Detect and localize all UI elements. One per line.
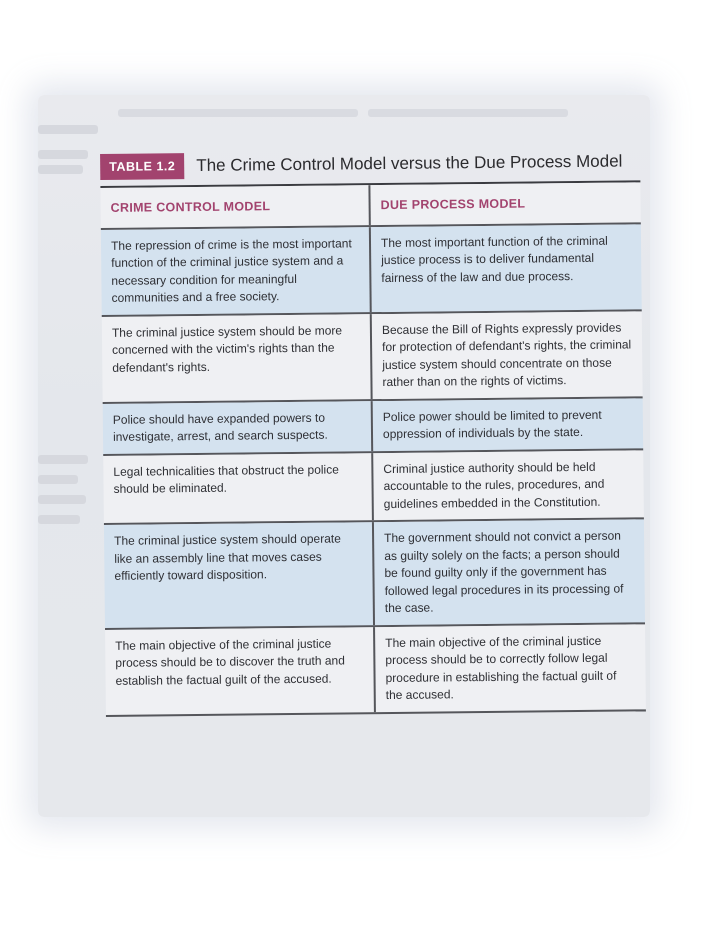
blurred-margin-text	[38, 165, 83, 174]
blurred-margin-text	[38, 515, 80, 524]
table-row	[103, 450, 644, 525]
blurred-text-line	[368, 109, 568, 117]
crime-control-cell: The criminal justice system should operate like an assembly line that moves cases efficiently toward disposition.	[104, 522, 375, 627]
header-due-process: DUE PROCESS MODEL	[380, 196, 526, 213]
crime-control-cell: The criminal justice system should be more concerned with the victim's rights than the defendant's rights.	[102, 314, 373, 402]
table-row	[101, 224, 642, 317]
crime-control-cell: The main objective of the criminal justice process should be to discover the truth and establish the factual guilt of the accused.	[105, 627, 376, 715]
due-process-cell: Criminal justice authority should be held accountable to the rules, procedures, and guidelines embedded in the Constitution.	[383, 459, 605, 511]
blurred-margin-text	[38, 150, 88, 159]
blurred-text-line	[118, 109, 358, 117]
crime-control-cell: Legal technicalities that obstruct the police should be eliminated.	[103, 453, 374, 523]
table-row	[104, 519, 645, 629]
blurred-margin-text	[38, 495, 86, 504]
crime-control-cell: The repression of crime is the most important function of the criminal justice system and a necessary condition for meaningful communities and a free society.	[101, 227, 372, 315]
blurred-margin-text	[38, 455, 88, 464]
table-row	[103, 398, 644, 456]
crime-control-cell: Police should have expanded powers to investigate, arrest, and search suspects.	[103, 401, 374, 454]
table-row	[102, 311, 643, 404]
due-process-cell: Because the Bill of Rights expressly provides for protection of defendant's rights, the criminal justice system should concentrate on those rather than on the rights of victims.	[381, 320, 632, 390]
table-title: The Crime Control Model versus the Due Process Model	[196, 151, 623, 175]
due-process-cell: Police power should be limited to prevent oppression of individuals by the state.	[382, 407, 602, 442]
table-number-badge: TABLE 1.2	[100, 153, 184, 180]
blurred-margin-text	[38, 125, 98, 134]
due-process-cell: The government should not convict a person as guilty solely on the facts; a person should be found guilty only if the government has followed legal procedures in its processing of the case.	[384, 528, 624, 616]
table-page	[100, 142, 646, 716]
header-crime-control: CRIME CONTROL MODEL	[100, 185, 370, 227]
table-title-row	[100, 142, 640, 186]
table-header-row	[100, 182, 640, 229]
table-row	[105, 624, 646, 717]
blurred-margin-text	[38, 475, 78, 484]
due-process-cell: The main objective of the criminal justice process should be to correctly follow legal procedure in establishing the factual guilt of the accused.	[385, 633, 617, 703]
due-process-cell: The most important function of the criminal justice process is to deliver fundamental fairness of the law and due process.	[380, 233, 608, 285]
